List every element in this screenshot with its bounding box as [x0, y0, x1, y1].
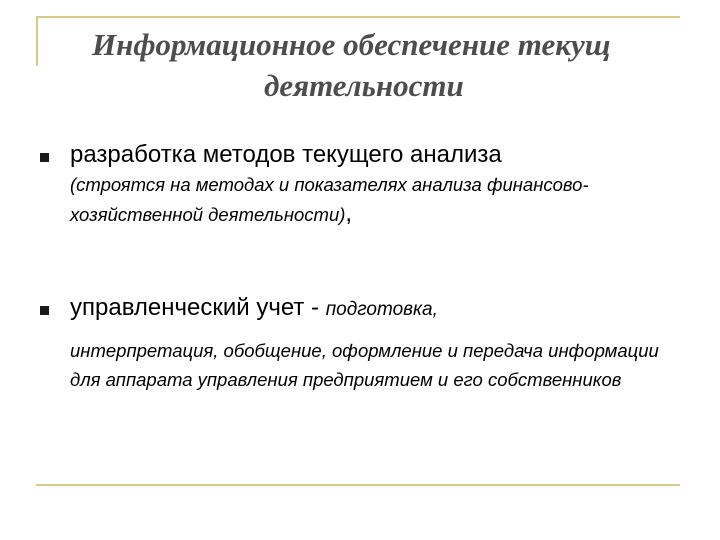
- bullet-text: [70, 140, 660, 229]
- frame-top-line: [36, 16, 680, 18]
- bullet-main-line: [70, 282, 660, 336]
- title-line-2: деятельности: [264, 68, 464, 103]
- bullet-main-text: управленческий учет -: [70, 294, 326, 321]
- bullet-note-text: [70, 170, 660, 229]
- title-line-1: Информационное обеспечение текущ: [92, 27, 611, 62]
- square-bullet-icon: [40, 153, 49, 162]
- square-bullet-icon: [40, 306, 49, 315]
- bullet-main-text: разработка методов текущего анализа: [70, 141, 502, 168]
- bullet-note-text: интерпретация, обобщение, оформление и передача информации для аппарата управления предприятием и его собственников: [70, 340, 659, 390]
- bullet-item-management-accounting: [40, 282, 660, 394]
- bullet-item-current-analysis: [40, 140, 660, 229]
- bullet-note-content: (строятся на методах и показателях анализа финансово-хозяйственной деятельности): [70, 174, 589, 225]
- slide-title: [0, 24, 720, 106]
- bullet-inline-note: подготовка,: [325, 299, 438, 320]
- frame-bottom-line: [36, 484, 680, 486]
- bullet-trailing-comma: ,: [345, 200, 353, 227]
- bullet-text: [70, 282, 660, 394]
